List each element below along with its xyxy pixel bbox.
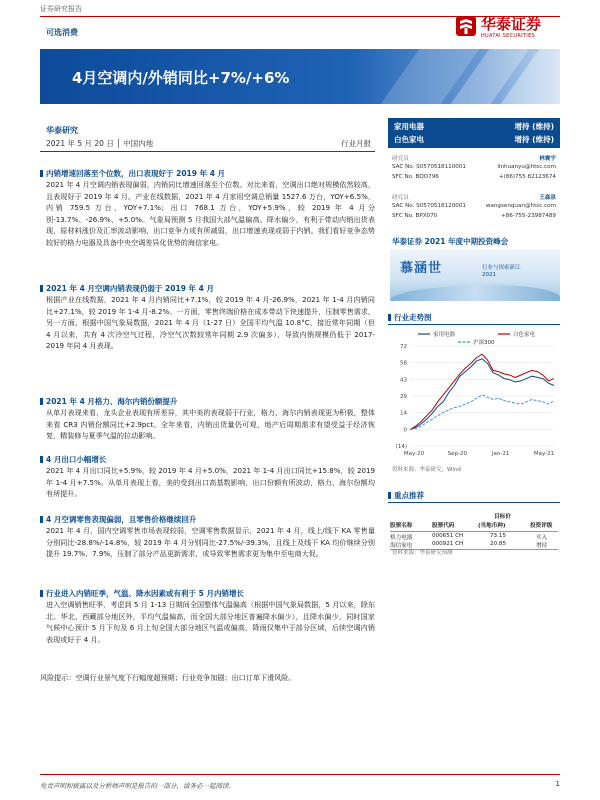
report-kind: 行业月报 xyxy=(341,139,371,148)
x-tick-label: May-21 xyxy=(533,451,555,457)
analyst-line xyxy=(392,213,556,222)
section-text: 2021 年 4 月出口同比+5.9%，较 2019 年 4 月+5.0%，2021 年 1-4 月出口同比+15.8%，较 2019 年 1-4 月+7.5%。从单月表现上看，美的受到出口高基数影响，出口份额有所波动，格力、海尔份额均有所提升。 xyxy=(46,466,375,499)
stock-name: 海信家电 xyxy=(390,543,413,549)
section-text: 进入空调销售旺季，考虑到 5 月 1-13 日期间全国整体气温偏高（根据中国气象局数据，5 月以来，除东北、华北、西藏部分地区外，平均气温偏高，而全国大部分地区普遍降水偏少），且降水偏少，同时国家气候中心预计 5 月下旬及 6 月上旬全国大部分地区气温或偏高，降雨仅集中于部分区域，后续空调内销表现或好于 4 月。 xyxy=(46,600,375,644)
section-6 xyxy=(40,588,375,645)
analyst-sac: SAC No. S0570518110001 xyxy=(392,164,466,170)
section-1 xyxy=(40,168,375,249)
section-heading: 2021 年 4 月格力、海尔内销份额提升 xyxy=(40,396,375,407)
huatai-logo-icon xyxy=(455,15,477,37)
recommend-divider xyxy=(388,502,560,503)
recommend-header-row xyxy=(390,521,558,530)
recommend-title: 重点推荐 xyxy=(388,490,560,501)
report-meta xyxy=(40,138,375,152)
rating-sector: 家用电器 xyxy=(394,122,424,131)
research-tag: 华泰研究 xyxy=(46,126,78,135)
title-banner xyxy=(40,49,560,104)
y-tick-label: 43 xyxy=(400,377,407,384)
report-date: 2021 年 5 月 20 日 │ 中国内地 xyxy=(46,139,154,148)
section-heading: 2021 年 4 月空调内销表现仍弱于 2019 年 4 月 xyxy=(40,283,375,294)
section-text: 2021 年 4 月，国内空调零售市场表现较弱，空调零售数据显示，2021 年 4 月，线上/线下 KA 零售量分别同比-28.8%/-14.8%，较 2019 年 4 月分别同比-27.5%/-39.3%，且线上及线下 KA 均价继续分别提升 19.7%、7.9%，压制了部分产品更新需求，或导致零售需求更为集中至电商大促。 xyxy=(46,526,375,559)
section-heading: 行业进入内销旺季，气温、降水因素或有利于 5 月内销增长 xyxy=(40,588,375,599)
risk-warning xyxy=(40,672,375,684)
series-line xyxy=(410,395,554,430)
section-2 xyxy=(40,283,375,352)
chart-divider xyxy=(388,324,560,325)
rating-box xyxy=(388,118,560,148)
analyst-line xyxy=(392,164,556,173)
analyst-phone: +86-755-23987489 xyxy=(501,213,556,219)
analyst-sfc: SFC No. BQO796 xyxy=(392,174,439,180)
recommend-header-row xyxy=(390,512,558,521)
research-tag-row xyxy=(40,118,375,137)
industry-trend-chart xyxy=(388,328,560,463)
rating-sector: 白色家电 xyxy=(394,135,424,144)
x-tick-label: Sep-20 xyxy=(447,451,468,457)
legend-label: 家用电器 xyxy=(433,332,456,338)
disclaimer-note: 免责声明和披露以及分析师声明是报告的一部分，请务必一起阅读。 xyxy=(40,782,235,790)
section-4 xyxy=(40,454,375,500)
section-text: 从单月表现来看，龙头企业表现有所差异，其中美的表现弱于行业，格力、海尔内销表现更为积极，整体来看 CR3 内销份额同比+2.9pct。全年来看，内销出货量仍可观，地产后周期需求有望受益于经济恢复，精装修与夏季气温的拉动影响。 xyxy=(46,408,375,441)
analyst-card xyxy=(388,154,560,192)
trend-chart-svg xyxy=(388,328,560,463)
analyst-role: 研究员 xyxy=(392,156,409,162)
col-header: 投资评级 xyxy=(530,523,553,529)
y-tick-label: (14) xyxy=(395,444,407,450)
chart-section-title: 行业走势图 xyxy=(388,312,560,323)
rating-row xyxy=(394,121,554,133)
analyst-email[interactable]: wangsenquan@htsc.com xyxy=(485,203,556,209)
table-row[interactable] xyxy=(390,531,558,540)
analyst-line xyxy=(392,193,556,202)
report-title: 4月空调内/外销同比+7%/+6% xyxy=(72,69,290,87)
section-3 xyxy=(40,396,375,442)
target-price: 20.85 xyxy=(490,541,507,547)
recommend-source: 资料来源：华泰研究预测 xyxy=(392,550,453,556)
x-tick-label: Jan-21 xyxy=(491,451,510,457)
summit-art-text: 慕涵世 xyxy=(400,261,443,276)
y-tick-label: 29 xyxy=(400,394,407,400)
analyst-card xyxy=(388,193,560,231)
y-tick-label: 0 xyxy=(403,427,407,434)
analyst-email[interactable]: linhuanyu@htsc.com xyxy=(497,164,556,170)
col-header: 股票名称 xyxy=(390,523,413,529)
section-text: 根据产业在线数据，2021 年 4 月内销同比+7.1%，较 2019 年 4 月-26.9%，2021 年 1-4 月内销同比+27.1%，较 2019 年 1-4 月-8.2%。一方面，零售终端价格在成本带动下快速提升，压制零售需求，另一方面，根据中国气象局数据，2021 年 4 月（1-27 日）全国平均气温 10.8°C，接近常年同期（但 4 月以来，共有 4 次冷空气过程，冷空气次数较常年同期 2.9 次偏多），导致内销规模仍低于 2017-2019 年同 4 月表现。 xyxy=(46,295,375,351)
section-heading: 4 月出口小幅增长 xyxy=(40,454,375,465)
x-tick-label: May-20 xyxy=(403,451,425,457)
analyst-name: 王森泉 xyxy=(539,195,556,201)
summit-banner-image[interactable] xyxy=(390,249,560,301)
footer-divider xyxy=(40,774,560,775)
section-heading: 4 月空调零售表现偏弱，且零售价格继续回升 xyxy=(40,514,375,525)
target-price: 73.15 xyxy=(490,533,507,539)
industry-category: 可选消费 xyxy=(46,28,78,37)
analyst-line xyxy=(392,154,556,163)
col-header: (当地币种) xyxy=(478,523,506,529)
analyst-line xyxy=(392,174,556,183)
analyst-line xyxy=(392,203,556,212)
col-header: 股票代码 xyxy=(432,523,455,529)
legend-label: 白色家电 xyxy=(513,332,536,338)
rating-value: 增持 (维持) xyxy=(514,135,554,144)
summit-title: 华泰证券 2021 年度中期投资峰会 xyxy=(392,237,509,246)
logo-name-cn: 华泰证券 xyxy=(481,15,542,33)
stock-code: 000651 CH xyxy=(432,533,464,539)
section-text: 2021 年 4 月空调内销表现偏弱，内销同比增速回落至个位数。对比来看，空调出口绝对规模依然较高，且表现好于 2019 年 4 月。产业在线数据，2021 年 4 月家用空调总销量 1527.6 万台，YOY+6.5%，内销 759.5 万台，YOY+7.1%；出口 768.1 万台，YOY+5.9%，较 2019 年 4 月分别-13.7%、-26.9%、+5.0%。气象局预测 5 月我国大部气温偏高、降水偏少，有利于带动内销出货表现，原材料涨价及汇率波动影响，出口竞争力或有所减弱，出口增速表现或弱于内销。我们看好竞争态势较好的格力电器及具备中央空调差异化优势的海信家电。 xyxy=(46,180,375,247)
investment-rating: 增持 xyxy=(536,543,548,549)
huatai-logo xyxy=(455,11,565,43)
risk-text: 风险提示：空调行业景气度下行幅度超预期；行业竞争加剧；出口订单下滑风险。 xyxy=(40,673,296,682)
report-type-label: 证券研究报告 xyxy=(40,5,82,13)
analyst-name: 林寰宇 xyxy=(539,156,556,162)
summit-line: 行业与探索新江 xyxy=(482,265,521,271)
summit-wave-decoration xyxy=(390,285,560,301)
rating-row xyxy=(394,134,554,146)
analyst-phone: +(86)755 82123674 xyxy=(498,174,556,180)
y-tick-label: 72 xyxy=(400,344,407,350)
section-heading: 内销增速回落至个位数，出口表现好于 2019 年 4 月 xyxy=(40,168,375,179)
logo-name-en: HUATAI SECURITIES xyxy=(481,33,535,39)
investment-rating: 买入 xyxy=(536,535,548,541)
section-5 xyxy=(40,514,375,560)
stock-name: 格力电器 xyxy=(390,535,413,541)
y-tick-label: 58 xyxy=(400,360,407,367)
stock-code: 000921 CH xyxy=(432,541,464,547)
page-number: 1 xyxy=(555,780,560,788)
analyst-sac: SAC No. S0570518120001 xyxy=(392,203,466,209)
meta-divider xyxy=(40,151,375,152)
series-line xyxy=(410,359,554,430)
rating-value: 增持 (维持) xyxy=(514,122,554,131)
legend-label: 沪深300 xyxy=(473,340,495,346)
target-price-header: 目标价 xyxy=(494,514,511,520)
y-tick-label: 14 xyxy=(400,410,407,417)
analyst-sfc: SFC No. BPX070 xyxy=(392,213,438,219)
analyst-role: 研究员 xyxy=(392,195,409,201)
chart-source: 资料来源：华泰研究，Wind xyxy=(392,467,461,473)
series-line xyxy=(410,354,554,430)
summit-year: 2021 xyxy=(482,272,496,278)
